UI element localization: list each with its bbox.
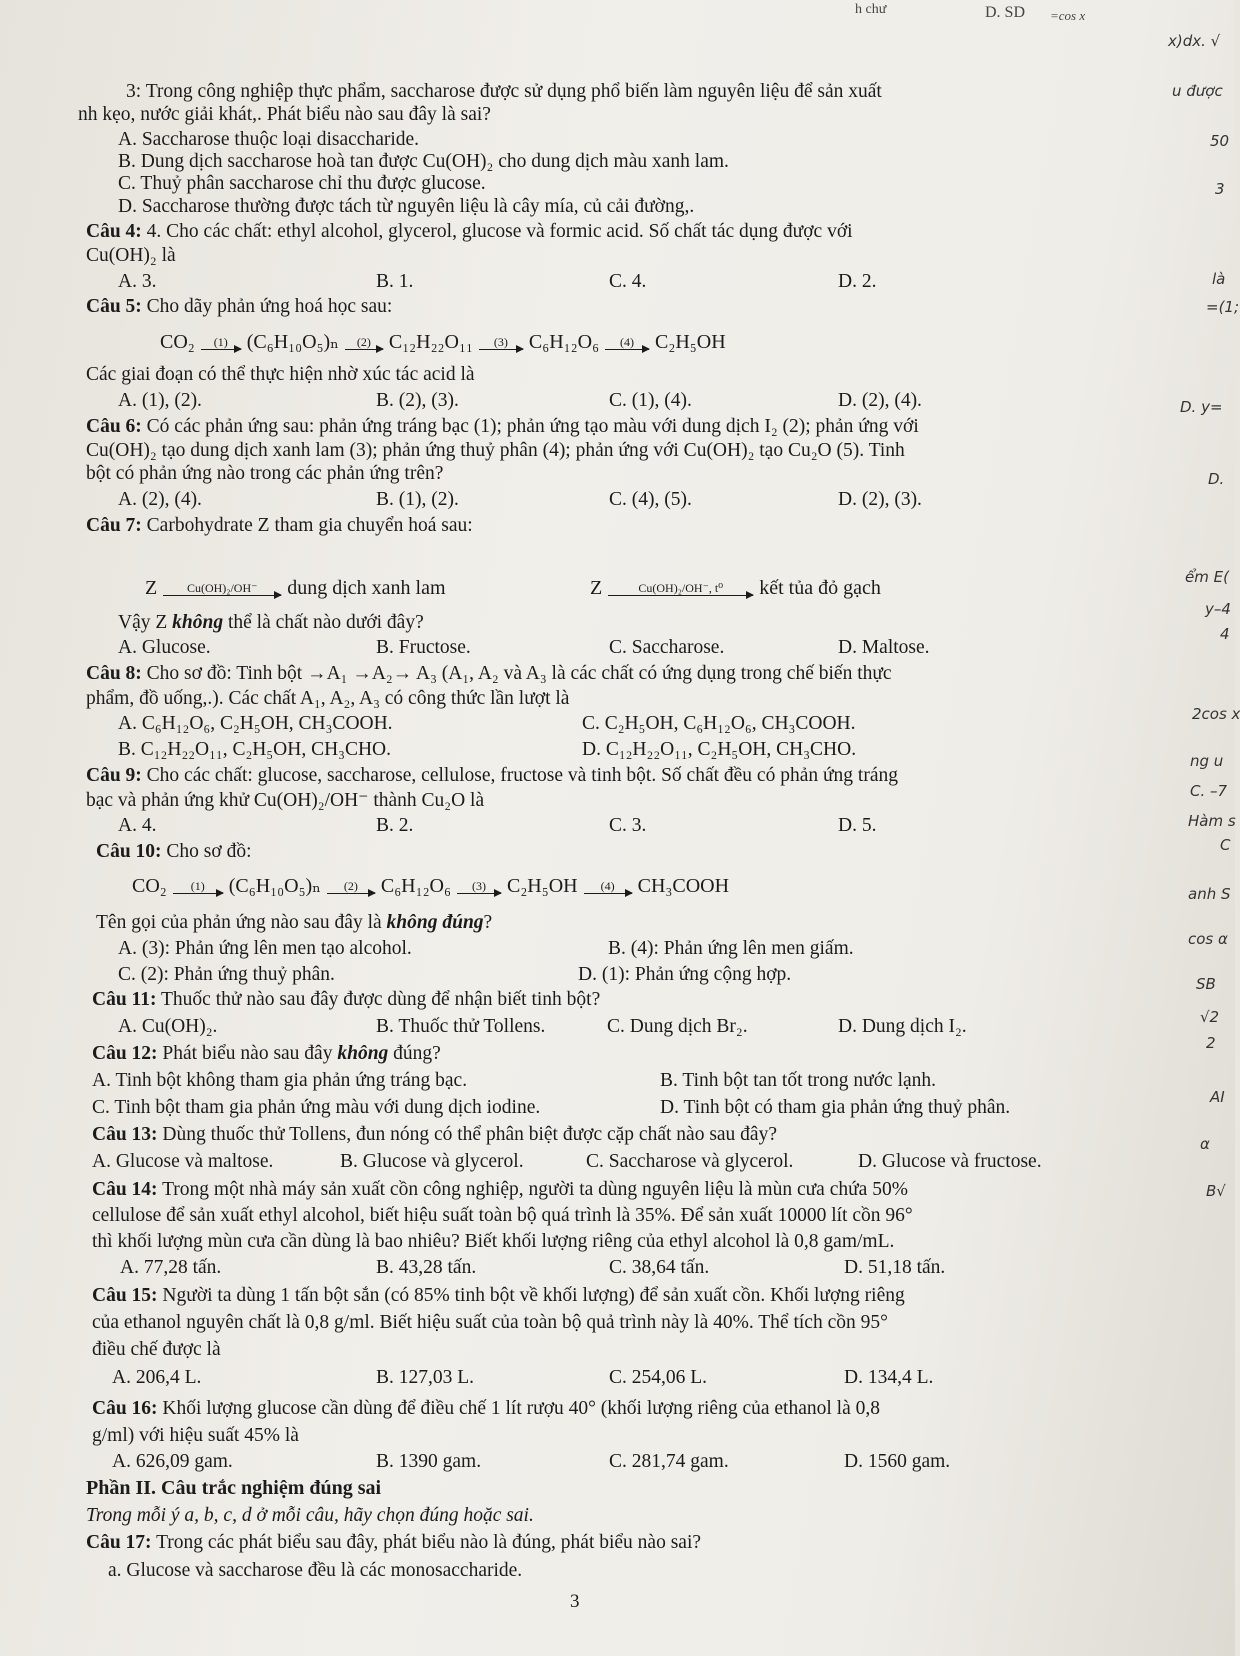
q14-option-b: B. 43,28 tấn.	[376, 1257, 477, 1278]
margin-note: u được	[1172, 82, 1223, 100]
q7-option-d: D. Maltose.	[838, 637, 930, 658]
q5-text: Cho dãy phản ứng hoá học sau:	[146, 296, 393, 317]
q6-stem-line1	[86, 417, 919, 437]
q13-option-d: D. Glucose và fructose.	[858, 1151, 1042, 1172]
q7-stem-line2	[118, 613, 424, 633]
q13-option-a: A. Glucose và maltose.	[92, 1151, 274, 1172]
q6-stem-line2: Cu(OH)₂ tạo dung dịch xanh lam (3); phản ứng thuỷ phân (4); phản ứng với Cu(OH)₂ tạo Cu₂O (5). Tinh	[86, 440, 905, 461]
q3-option-d: D. Saccharose thường được tách từ nguyên liệu là cây mía, củ cải đường,.	[118, 196, 695, 217]
q4-stem-line2: Cu(OH)₂ là	[86, 245, 176, 266]
q5-species: C₂H₅OH	[655, 331, 726, 353]
q5-reaction-scheme	[160, 322, 726, 352]
part2-title: Phần II. Câu trắc nghiệm đúng sai	[86, 1477, 382, 1499]
q17-statement-a: a. Glucose và saccharose đều là các monosaccharide.	[108, 1560, 523, 1581]
q14-stem-line2: cellulose để sản xuất ethyl alcohol, biết hiệu suất toàn bộ quá trình là 35%. Để sản xuất 10000 lít cồn 96°	[92, 1205, 913, 1226]
q11-option-c: C. Dung dịch Br₂.	[607, 1016, 748, 1037]
q8-stem-line2: phẩm, đồ uống,.). Các chất A₁, A₂, A₃ có công thức lần lượt là	[86, 688, 570, 709]
q3-option-a: A. Saccharose thuộc loại disaccharide.	[118, 129, 420, 150]
q13-option-b: B. Glucose và glycerol.	[340, 1151, 524, 1172]
q14-label: Câu 14:	[92, 1179, 158, 1200]
q10-text: Cho sơ đồ:	[166, 841, 252, 862]
margin-note: ng u	[1190, 752, 1224, 770]
margin-note: ểm E(	[1185, 568, 1229, 586]
top-fragment: h chư	[855, 2, 887, 17]
q5-species: C₆H₁₂O₆	[528, 331, 600, 353]
top-fragment: =cos x	[1050, 8, 1086, 23]
arrow-label: Cu(OH)₂/OH⁻	[186, 581, 258, 595]
q7-option-c: C. Saccharose.	[609, 637, 725, 658]
q5-option-c: C. (1), (4).	[609, 390, 692, 411]
q9-option-c: C. 3.	[609, 815, 647, 836]
q7-option-a: A. Glucose.	[118, 637, 211, 658]
reaction-arrow	[608, 582, 753, 596]
q15-stem-line2: của ethanol nguyên chất là 0,8 g/ml. Biết hiệu suất của toàn bộ quả trình này là 40%. Thể tích cồn 95°	[92, 1312, 888, 1333]
q8-text: Cho sơ đồ: Tinh bột →A₁ →A₂→ A₃ (A₁, A₂ và A₃ là các chất có ứng dụng trong chế biến thực	[146, 663, 892, 684]
margin-note: Hàm s	[1188, 812, 1236, 830]
q9-text: Cho các chất: glucose, saccharose, cellulose, fructose và tinh bột. Số chất đều có phản ứng tráng	[146, 765, 898, 786]
q16-stem-line1	[92, 1399, 880, 1419]
q6-option-d: D. (2), (3).	[838, 489, 922, 510]
margin-note: anh S	[1188, 885, 1231, 903]
arrow-label: (1)	[190, 879, 205, 893]
q8-option-a: A. C₆H₁₂O₆, C₂H₅OH, CH₃COOH.	[118, 713, 393, 734]
q6-option-b: B. (1), (2).	[376, 489, 459, 510]
q14-stem-line3: thì khối lượng mùn cưa cần dùng là bao nhiêu? Biết khối lượng riêng của ethyl alcohol là 0,8 gam/mL.	[92, 1231, 895, 1252]
reaction-arrow	[584, 880, 632, 894]
q13-option-c: C. Saccharose và glycerol.	[586, 1151, 794, 1172]
q17-text: Trong các phát biểu sau đây, phát biểu nào là đúng, phát biểu nào sai?	[156, 1532, 702, 1553]
q12-text: đúng?	[388, 1043, 441, 1064]
q17-stem-line1	[86, 1533, 701, 1553]
q15-stem-line3: điều chế được là	[92, 1339, 221, 1360]
q14-option-d: D. 51,18 tấn.	[844, 1257, 946, 1278]
q10-option-c: C. (2): Phản ứng thuỷ phân.	[118, 964, 335, 985]
q16-option-b: B. 1390 gam.	[376, 1451, 482, 1472]
q10-option-b: B. (4): Phản ứng lên men giấm.	[608, 938, 854, 959]
q6-label: Câu 6:	[86, 416, 142, 437]
q4-option-c: C. 4.	[609, 271, 647, 292]
q14-stem-line1	[92, 1180, 908, 1200]
q16-option-c: C. 281,74 gam.	[609, 1451, 729, 1472]
q7-emphasis: không	[172, 612, 224, 633]
q10-stem-line1	[96, 842, 252, 862]
q11-text: Thuốc thử nào sau đây được dùng để nhận biết tinh bột?	[161, 989, 601, 1010]
reaction-arrow	[479, 336, 523, 350]
q5-stem-line1	[86, 297, 392, 317]
q14-option-a: A. 77,28 tấn.	[120, 1257, 222, 1278]
margin-note: D.	[1208, 470, 1225, 488]
q12-option-a: A. Tinh bột không tham gia phản ứng tráng bạc.	[92, 1070, 468, 1091]
q16-stem-line2: g/ml) với hiệu suất 45% là	[92, 1425, 299, 1446]
reaction-arrow	[327, 880, 375, 894]
top-fragment: D. SD	[985, 4, 1026, 21]
arrow-label: (3)	[471, 879, 486, 893]
q7-z: Z	[590, 577, 603, 599]
q16-text: Khối lượng glucose cần dùng để điều chế 1 lít rượu 40° (khối lượng riêng của ethanol là 0,8	[162, 1398, 880, 1419]
q3-stem-line1: 3: Trong công nghiệp thực phẩm, saccharose được sử dụng phổ biến làm nguyên liệu để sản xuất	[126, 81, 882, 102]
q9-option-d: D. 5.	[838, 815, 877, 836]
margin-note: 2	[1206, 1034, 1216, 1052]
margin-note: 4	[1220, 625, 1230, 643]
q9-option-b: B. 2.	[376, 815, 414, 836]
q7-stem-line1	[86, 516, 473, 536]
q8-option-d: D. C₁₂H₂₂O₁₁, C₂H₅OH, CH₃CHO.	[582, 739, 857, 760]
q7-transformation-1	[145, 568, 446, 598]
q11-stem-line1	[92, 990, 600, 1010]
q7-label: Câu 7:	[86, 515, 142, 536]
q6-option-c: C. (4), (5).	[609, 489, 692, 510]
reaction-arrow	[457, 880, 501, 894]
q8-label: Câu 8:	[86, 663, 142, 684]
margin-note: x)dx. √	[1168, 32, 1221, 50]
reaction-arrow	[163, 582, 281, 596]
q11-label: Câu 11:	[92, 989, 157, 1010]
q11-option-a: A. Cu(OH)₂.	[118, 1016, 218, 1037]
q7-text: Carbohydrate Z tham gia chuyển hoá sau:	[146, 515, 473, 536]
margin-note: C	[1220, 836, 1231, 854]
q11-option-d: D. Dung dịch I₂.	[838, 1016, 967, 1037]
margin-note: là	[1212, 270, 1226, 288]
q10-species: C₂H₅OH	[506, 875, 578, 897]
q6-option-a: A. (2), (4).	[118, 489, 202, 510]
margin-note: √2	[1200, 1008, 1220, 1026]
q10-text: ?	[483, 912, 493, 933]
arrow-label: (3)	[493, 335, 508, 349]
q7-text: thể là chất nào dưới đây?	[223, 612, 424, 633]
q7-result-1: dung dịch xanh lam	[287, 577, 446, 599]
q15-option-d: D. 134,4 L.	[844, 1367, 934, 1388]
q15-stem-line1	[92, 1286, 905, 1306]
q8-option-c: C. C₂H₅OH, C₆H₁₂O₆, CH₃COOH.	[582, 713, 856, 734]
q3-stem-line2: nh kẹo, nước giải khát,. Phát biểu nào sau đây là sai?	[78, 104, 491, 125]
q15-option-b: B. 127,03 L.	[376, 1367, 475, 1388]
q10-stem-line2	[96, 913, 492, 933]
margin-note: ΑΙ	[1210, 1088, 1225, 1106]
q12-option-c: C. Tinh bột tham gia phản ứng màu với dung dịch iodine.	[92, 1097, 541, 1118]
q9-stem-line1	[86, 766, 898, 786]
arrow-label: (4)	[600, 879, 615, 893]
q16-label: Câu 16:	[92, 1398, 158, 1419]
q17-label: Câu 17:	[86, 1532, 152, 1553]
margin-note: B√	[1206, 1182, 1226, 1200]
margin-note: D. y=	[1180, 398, 1223, 416]
q10-species: CH₃COOH	[637, 875, 730, 897]
q3-option-c: C. Thuỷ phân saccharose chỉ thu được glucose.	[118, 173, 486, 194]
margin-note: cos α	[1188, 930, 1228, 948]
q4-option-a: A. 3.	[118, 271, 157, 292]
reaction-arrow	[201, 336, 241, 350]
q7-result-2: kết tủa đỏ gạch	[759, 577, 881, 599]
q12-label: Câu 12:	[92, 1043, 158, 1064]
arrow-label: Cu(OH)₂/OH⁻, t⁰	[638, 581, 724, 595]
q5-species: C₁₂H₂₂O₁₁	[388, 331, 473, 353]
q15-text: Người ta dùng 1 tấn bột sắn (có 85% tinh bột về khối lượng) để sản xuất cồn. Khối lượng riêng	[162, 1285, 905, 1306]
part2-instruction: Trong mỗi ý a, b, c, d ở mỗi câu, hãy chọn đúng hoặc sai.	[86, 1505, 534, 1526]
q5-option-a: A. (1), (2).	[118, 390, 202, 411]
q8-stem-line1	[86, 664, 892, 684]
q10-reaction-scheme	[132, 866, 729, 896]
q8-option-b: B. C₁₂H₂₂O₁₁, C₂H₅OH, CH₃CHO.	[118, 739, 391, 760]
reaction-arrow	[605, 336, 649, 350]
q10-option-d: D. (1): Phản ứng cộng hợp.	[578, 964, 792, 985]
reaction-arrow	[345, 336, 383, 350]
q12-stem-line1	[92, 1044, 441, 1064]
q4-label: Câu 4:	[86, 221, 142, 242]
q5-stem-line2: Các giai đoạn có thể thực hiện nhờ xúc tác acid là	[86, 364, 475, 385]
arrow-label: (1)	[213, 335, 228, 349]
q5-label: Câu 5:	[86, 296, 142, 317]
q10-label: Câu 10:	[96, 841, 162, 862]
q10-text: Tên gọi của phản ứng nào sau đây là	[96, 912, 387, 933]
q4-text: 4. Cho các chất: ethyl alcohol, glycerol, glucose và formic acid. Số chất tác dụng được với	[146, 221, 853, 242]
q6-stem-line3: bột có phản ứng nào trong các phản ứng trên?	[86, 463, 444, 484]
q10-species: CO₂	[132, 875, 167, 897]
margin-note: 2cos x	[1192, 705, 1240, 723]
q9-label: Câu 9:	[86, 765, 142, 786]
margin-note: C. –7	[1190, 782, 1228, 800]
page-number: 3	[570, 1591, 580, 1612]
margin-note: SB	[1196, 975, 1216, 993]
q4-option-d: D. 2.	[838, 271, 877, 292]
q4-stem-line1	[86, 222, 853, 242]
q11-option-b: B. Thuốc thử Tollens.	[376, 1016, 546, 1037]
q10-species: (C₆H₁₀O₅)ₙ	[228, 875, 321, 897]
q15-option-a: A. 206,4 L.	[112, 1367, 202, 1388]
margin-note: 3	[1215, 180, 1225, 198]
q7-z: Z	[145, 577, 158, 599]
q7-text: Vậy Z	[118, 612, 173, 633]
q15-label: Câu 15:	[92, 1285, 158, 1306]
q13-label: Câu 13:	[92, 1124, 158, 1145]
margin-note: =(1;	[1206, 298, 1240, 316]
q10-option-a: A. (3): Phản ứng lên men tạo alcohol.	[118, 938, 412, 959]
q7-transformation-2	[590, 568, 881, 598]
q16-option-d: D. 1560 gam.	[844, 1451, 951, 1472]
q12-emphasis: không	[337, 1043, 389, 1064]
reaction-arrow	[173, 880, 223, 894]
q13-stem-line1	[92, 1125, 777, 1145]
q5-option-b: B. (2), (3).	[376, 390, 459, 411]
q6-text: Có các phản ứng sau: phản ứng tráng bạc (1); phản ứng tạo màu với dung dịch I₂ (2); phản ứng với	[146, 416, 919, 437]
q16-option-a: A. 626,09 gam.	[112, 1451, 233, 1472]
margin-note: α	[1200, 1135, 1210, 1153]
arrow-label: (2)	[343, 879, 358, 893]
q5-species: (C₆H₁₀O₅)ₙ	[246, 331, 339, 353]
arrow-label: (2)	[356, 335, 371, 349]
q9-stem-line2: bạc và phản ứng khử Cu(OH)₂/OH⁻ thành Cu₂O là	[86, 790, 485, 811]
q3-option-b: B. Dung dịch saccharose hoà tan được Cu(OH)₂ cho dung dịch màu xanh lam.	[118, 151, 729, 172]
q5-option-d: D. (2), (4).	[838, 390, 922, 411]
q10-species: C₆H₁₂O₆	[380, 875, 451, 897]
q12-text: Phát biểu nào sau đây	[162, 1043, 338, 1064]
q14-option-c: C. 38,64 tấn.	[609, 1257, 710, 1278]
margin-note: 50	[1210, 132, 1230, 150]
q7-option-b: B. Fructose.	[376, 637, 471, 658]
q12-option-d: D. Tinh bột có tham gia phản ứng thuỷ phân.	[660, 1097, 1011, 1118]
q10-emphasis: không đúng	[386, 912, 484, 933]
q15-option-c: C. 254,06 L.	[609, 1367, 708, 1388]
q14-text: Trong một nhà máy sản xuất cồn công nghiệp, người ta dùng nguyên liệu là mùn cưa chứa 50%	[162, 1179, 908, 1200]
q5-species: CO₂	[160, 331, 195, 353]
q13-text: Dùng thuốc thử Tollens, đun nóng có thể phân biệt được cặp chất nào sau đây?	[162, 1124, 777, 1145]
margin-note: y–4	[1205, 600, 1231, 618]
arrow-label: (4)	[620, 335, 635, 349]
q12-option-b: B. Tinh bột tan tốt trong nước lạnh.	[660, 1070, 937, 1091]
q4-option-b: B. 1.	[376, 271, 414, 292]
q9-option-a: A. 4.	[118, 815, 157, 836]
